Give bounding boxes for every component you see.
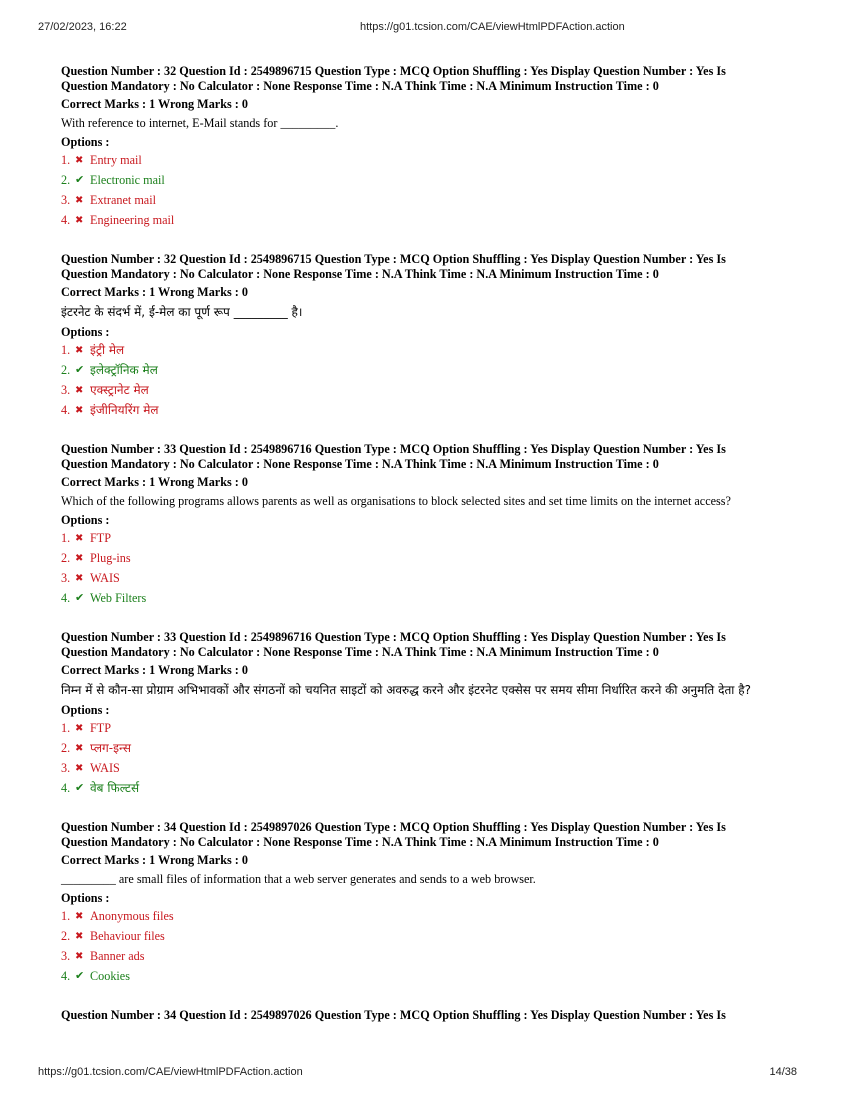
option-item <box>61 343 801 363</box>
question-meta-line2: Question Mandatory : No Calculator : None Response Time : N.A Think Time : N.A Minimum Instruction Time : 0 <box>61 79 659 93</box>
options-list <box>61 153 801 233</box>
option-item <box>61 591 801 611</box>
question-marks: Correct Marks : 1 Wrong Marks : 0 <box>61 475 248 489</box>
question-meta: Question Number : 32 Question Id : 2549896715 Question Type : MCQ Option Shuffling : Yes Display Question Number : Yes Is <box>61 64 726 78</box>
check-icon: ✔ <box>75 782 85 794</box>
option-number: 2. <box>61 551 71 565</box>
option-number: 2. <box>61 741 71 755</box>
options-list <box>61 721 801 801</box>
option-number: 4. <box>61 969 71 983</box>
cross-icon: ✖ <box>75 345 84 356</box>
option-text: प्लग-इन्स <box>90 741 132 755</box>
option-text: Behaviour files <box>90 929 165 943</box>
option-item <box>61 173 801 193</box>
options-list <box>61 909 801 989</box>
question-meta-next: Question Number : 34 Question Id : 2549897026 Question Type : MCQ Option Shuffling : Yes Display Question Number : Yes Is <box>61 1008 726 1022</box>
cross-icon: ✖ <box>75 405 84 416</box>
print-header <box>0 21 850 35</box>
cross-icon: ✖ <box>75 951 84 962</box>
cross-icon: ✖ <box>75 743 84 754</box>
cross-icon: ✖ <box>75 385 84 396</box>
options-label: Options : <box>61 325 110 339</box>
option-number: 1. <box>61 531 71 545</box>
cross-icon: ✖ <box>75 573 84 584</box>
option-number: 2. <box>61 363 71 377</box>
question-meta-line2: Question Mandatory : No Calculator : None Response Time : N.A Think Time : N.A Minimum Instruction Time : 0 <box>61 267 659 281</box>
options-label: Options : <box>61 513 110 527</box>
question-marks: Correct Marks : 1 Wrong Marks : 0 <box>61 285 248 299</box>
options-list <box>61 343 801 423</box>
option-number: 3. <box>61 193 71 207</box>
question-block <box>61 820 801 989</box>
options-label: Options : <box>61 703 110 717</box>
option-item <box>61 949 801 969</box>
options-label: Options : <box>61 135 110 149</box>
question-meta: Question Number : 34 Question Id : 2549897026 Question Type : MCQ Option Shuffling : Yes Display Question Number : Yes Is <box>61 820 726 834</box>
option-text: इंट्री मेल <box>90 343 125 357</box>
option-text: FTP <box>90 721 112 735</box>
option-text: Electronic mail <box>90 173 165 187</box>
option-item <box>61 213 801 233</box>
check-icon: ✔ <box>75 364 85 376</box>
question-text: _________ are small files of information that a web server generates and sends to a web browser. <box>61 872 536 886</box>
option-number: 4. <box>61 213 71 227</box>
cross-icon: ✖ <box>75 155 84 166</box>
option-number: 3. <box>61 949 71 963</box>
question-meta: Question Number : 33 Question Id : 2549896716 Question Type : MCQ Option Shuffling : Yes Display Question Number : Yes Is <box>61 630 726 644</box>
cross-icon: ✖ <box>75 553 84 564</box>
option-number: 1. <box>61 909 71 923</box>
option-text: Extranet mail <box>90 193 156 207</box>
question-marks: Correct Marks : 1 Wrong Marks : 0 <box>61 663 248 677</box>
option-item <box>61 403 801 423</box>
cross-icon: ✖ <box>75 763 84 774</box>
option-text: Plug-ins <box>90 551 131 565</box>
option-text: इंजीनियरिंग मेल <box>90 403 159 417</box>
option-item <box>61 363 801 383</box>
option-item <box>61 781 801 801</box>
option-item <box>61 531 801 551</box>
check-icon: ✔ <box>75 970 85 982</box>
check-icon: ✔ <box>75 592 85 604</box>
option-text: WAIS <box>90 571 120 585</box>
print-header-url: https://g01.tcsion.com/CAE/viewHtmlPDFAction.action <box>360 21 625 33</box>
option-item <box>61 571 801 591</box>
cross-icon: ✖ <box>75 215 84 226</box>
options-list <box>61 531 801 611</box>
option-number: 1. <box>61 343 71 357</box>
cross-icon: ✖ <box>75 533 84 544</box>
print-datetime: 27/02/2023, 16:22 <box>38 21 127 33</box>
option-item <box>61 721 801 741</box>
option-text: Banner ads <box>90 949 145 963</box>
question-meta-line2: Question Mandatory : No Calculator : None Response Time : N.A Think Time : N.A Minimum Instruction Time : 0 <box>61 645 659 659</box>
option-item <box>61 909 801 929</box>
question-text: निम्न में से कौन-सा प्रोग्राम अभिभावकों और संगठनों को चयनित साइटों को अवरुद्ध करने और इंटरनेट एक्सेस पर समय सीमा निर्धारित करने की अनुमति देता है? <box>61 683 751 697</box>
option-text: Engineering mail <box>90 213 175 227</box>
question-meta: Question Number : 33 Question Id : 2549896716 Question Type : MCQ Option Shuffling : Yes Display Question Number : Yes Is <box>61 442 726 456</box>
option-number: 3. <box>61 383 71 397</box>
option-text: एक्स्ट्रानेट मेल <box>90 383 149 397</box>
cross-icon: ✖ <box>75 723 84 734</box>
option-text: Web Filters <box>90 591 147 605</box>
option-text: इलेक्ट्रॉनिक मेल <box>90 363 158 377</box>
question-block <box>61 442 801 611</box>
cross-icon: ✖ <box>75 195 84 206</box>
option-number: 3. <box>61 761 71 775</box>
question-block <box>61 64 801 233</box>
print-footer <box>0 1066 850 1080</box>
check-icon: ✔ <box>75 174 85 186</box>
cross-icon: ✖ <box>75 911 84 922</box>
option-item <box>61 153 801 173</box>
question-block <box>61 630 801 801</box>
option-text: वेब फिल्टर्स <box>90 781 140 795</box>
option-item <box>61 551 801 571</box>
question-text: With reference to internet, E-Mail stands for _________. <box>61 116 339 130</box>
option-item <box>61 761 801 781</box>
option-number: 1. <box>61 721 71 735</box>
option-text: WAIS <box>90 761 120 775</box>
option-number: 2. <box>61 929 71 943</box>
question-meta-line2: Question Mandatory : No Calculator : None Response Time : N.A Think Time : N.A Minimum Instruction Time : 0 <box>61 835 659 849</box>
option-item <box>61 969 801 989</box>
question-text: Which of the following programs allows parents as well as organisations to block selected sites and set time limits on the internet access? <box>61 494 731 508</box>
option-item <box>61 383 801 403</box>
print-footer-url: https://g01.tcsion.com/CAE/viewHtmlPDFAction.action <box>38 1066 303 1078</box>
option-text: Cookies <box>90 969 130 983</box>
question-meta: Question Number : 32 Question Id : 2549896715 Question Type : MCQ Option Shuffling : Yes Display Question Number : Yes Is <box>61 252 726 266</box>
option-number: 4. <box>61 781 71 795</box>
option-item <box>61 193 801 213</box>
question-meta-line2: Question Mandatory : No Calculator : None Response Time : N.A Think Time : N.A Minimum Instruction Time : 0 <box>61 457 659 471</box>
question-text: इंटरनेट के संदर्भ में, ई-मेल का पूर्ण रूप _________ है। <box>61 305 303 319</box>
options-label: Options : <box>61 891 110 905</box>
cross-icon: ✖ <box>75 931 84 942</box>
question-list <box>61 64 801 1023</box>
option-number: 1. <box>61 153 71 167</box>
option-number: 4. <box>61 403 71 417</box>
option-number: 4. <box>61 591 71 605</box>
question-block <box>61 252 801 423</box>
question-marks: Correct Marks : 1 Wrong Marks : 0 <box>61 97 248 111</box>
question-marks: Correct Marks : 1 Wrong Marks : 0 <box>61 853 248 867</box>
option-number: 3. <box>61 571 71 585</box>
option-text: Anonymous files <box>90 909 174 923</box>
option-text: Entry mail <box>90 153 142 167</box>
option-item <box>61 741 801 761</box>
option-number: 2. <box>61 173 71 187</box>
option-text: FTP <box>90 531 112 545</box>
option-item <box>61 929 801 949</box>
page-number: 14/38 <box>769 1066 797 1078</box>
